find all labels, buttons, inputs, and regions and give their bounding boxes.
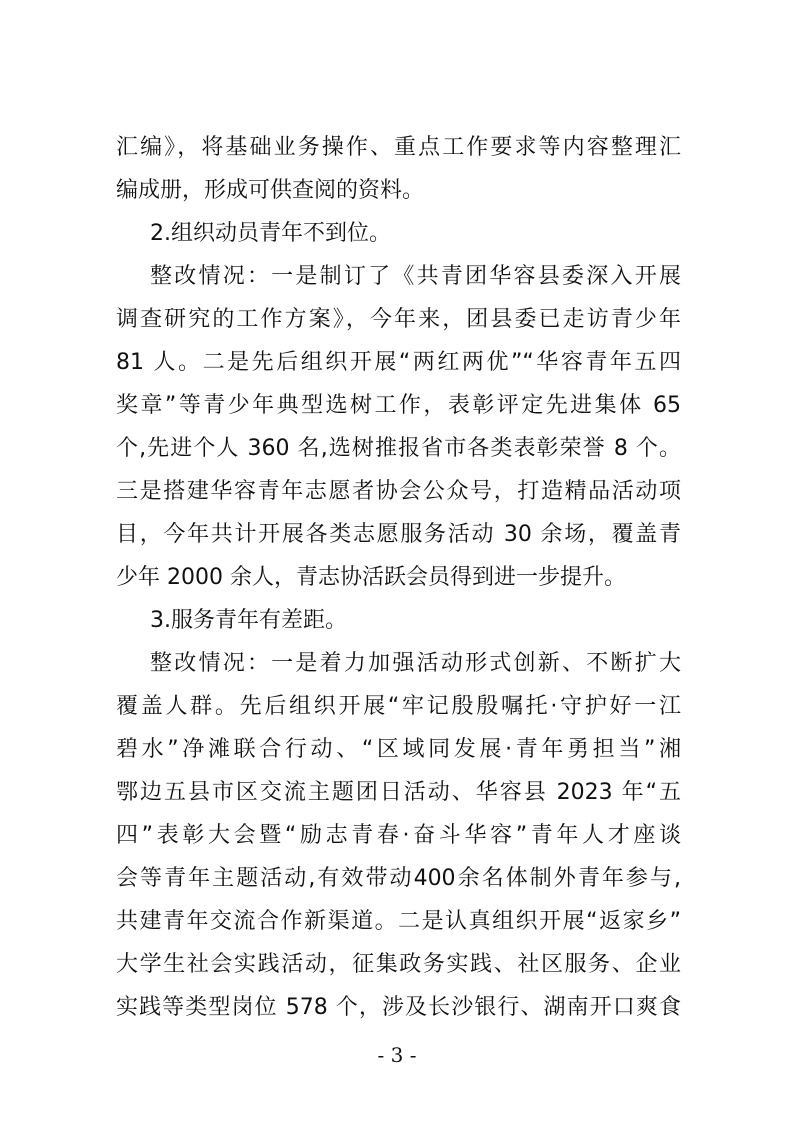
- paragraph-line: 共建青年交流合作新渠道。二是认真组织开展“返家乡”: [116, 909, 681, 934]
- paragraph-line: 奖章”等青少年典型选树工作，表彰评定先进集体 65: [116, 393, 681, 418]
- paragraph-line: 实践等类型岗位 578 个，涉及长沙银行、湖南开口爽食: [116, 995, 681, 1020]
- paragraph-line: 覆盖人群。先后组织开展“牢记殷殷嘱托·守护好一江: [116, 694, 681, 719]
- paragraph-line: 四”表彰大会暨“励志青春·奋斗华容”青年人才座谈: [116, 823, 681, 848]
- section-heading: 2.组织动员青年不到位。: [150, 221, 391, 246]
- paragraph-line: 少年 2000 余人，青志协活跃会员得到进一步提升。: [116, 565, 626, 590]
- body-text: [116, 126, 681, 1029]
- paragraph-line: 鄂边五县市区交流主题团日活动、华容县 2023 年“五: [116, 780, 681, 805]
- paragraph-line: 三是搭建华容青年志愿者协会公众号，打造精品活动项: [116, 479, 681, 504]
- paragraph-line: 编成册，形成可供查阅的资料。: [116, 178, 425, 203]
- paragraph-line: 碧水”净滩联合行动、“区域同发展·青年勇担当”湘: [116, 737, 681, 762]
- paragraph-line: 大学生社会实践活动，征集政务实践、社区服务、企业: [116, 952, 681, 977]
- paragraph-line: 个,先进个人 360 名,选树推报省市各类表彰荣誉 8 个。: [116, 436, 681, 461]
- paragraph-line: 整改情况：一是制订了《共青团华容县委深入开展: [150, 264, 681, 289]
- paragraph-line: 调查研究的工作方案》，今年来，团县委已走访青少年: [116, 307, 681, 332]
- section-heading: 3.服务青年有差距。: [150, 608, 347, 633]
- paragraph-line: 81 人。二是先后组织开展“两红两优”“华容青年五四: [116, 350, 681, 375]
- paragraph-line: 整改情况：一是着力加强活动形式创新、不断扩大: [150, 651, 681, 676]
- paragraph-line: 会等青年主题活动,有效带动400余名体制外青年参与,: [116, 866, 681, 891]
- page-number: - 3 -: [377, 1043, 417, 1067]
- paragraph-line: 目，今年共计开展各类志愿服务活动 30 余场，覆盖青: [116, 522, 681, 547]
- paragraph-line: 汇编》，将基础业务操作、重点工作要求等内容整理汇: [116, 135, 681, 160]
